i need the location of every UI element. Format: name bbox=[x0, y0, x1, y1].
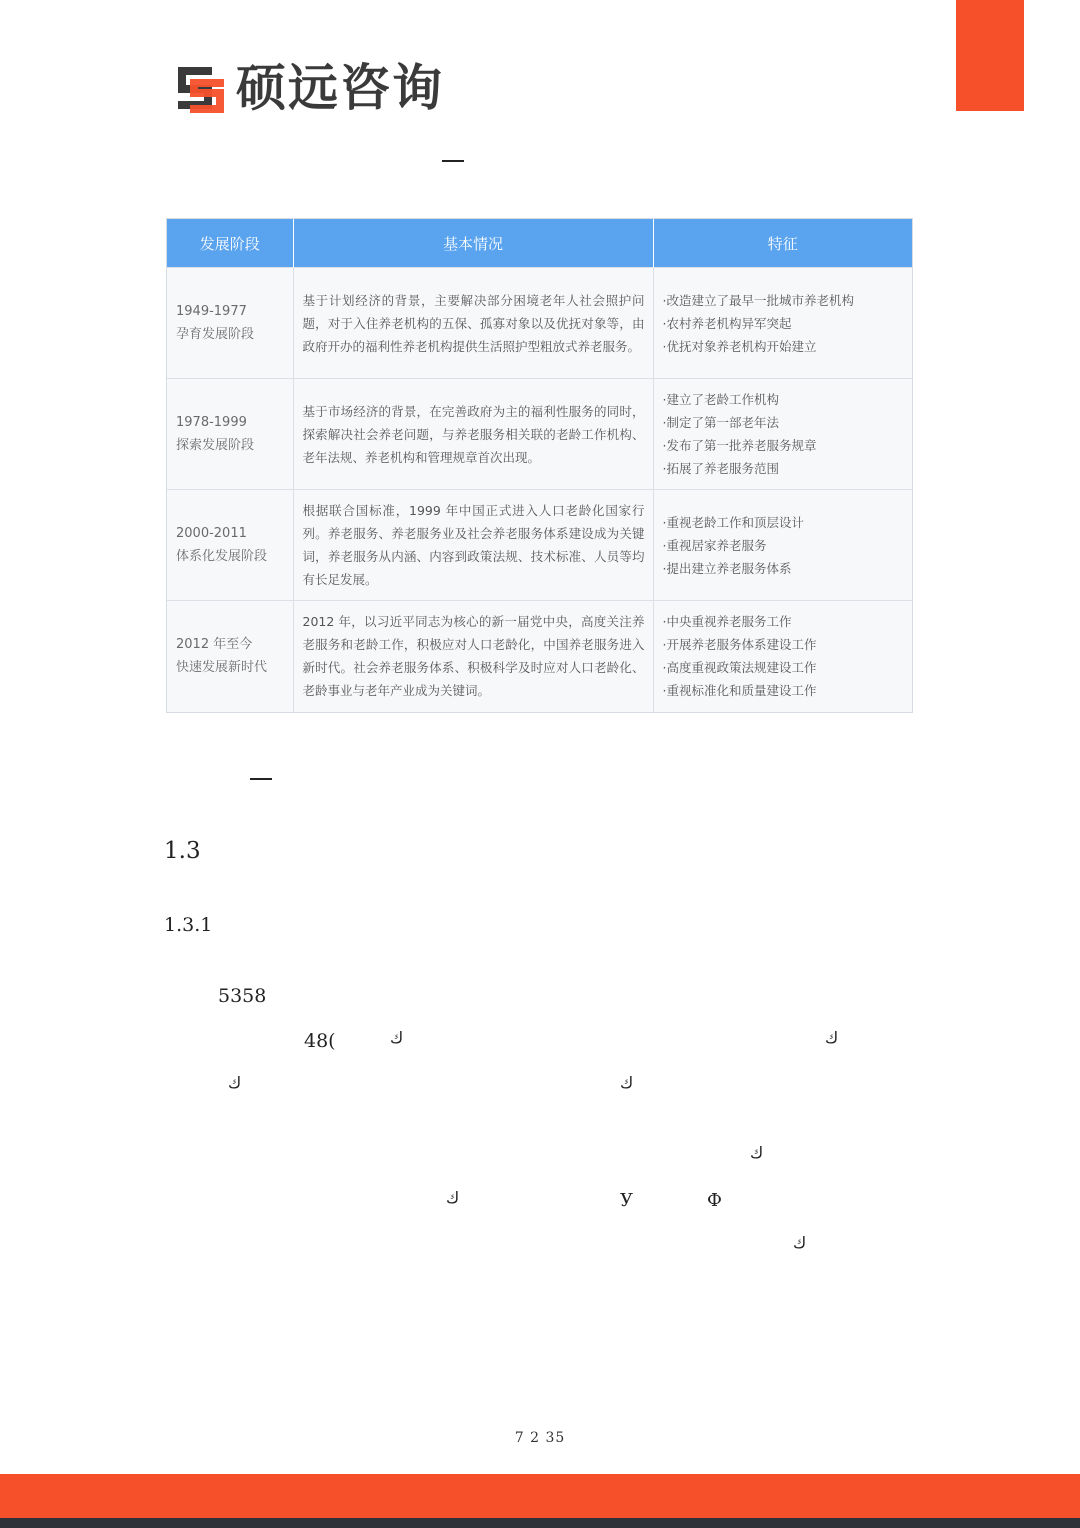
feature-item: ·高度重视政策法规建设工作 bbox=[662, 660, 817, 676]
footer-accent-bar bbox=[0, 1474, 1080, 1518]
body-glyph: ك bbox=[620, 1073, 634, 1092]
column-header-features: 特征 bbox=[653, 219, 912, 268]
body-glyph: У bbox=[620, 1190, 634, 1211]
section-subheading: 1.3.1 bbox=[164, 914, 213, 936]
column-header-stage: 发展阶段 bbox=[167, 219, 293, 268]
body-glyph: ك bbox=[390, 1028, 404, 1047]
features-cell bbox=[653, 268, 912, 379]
body-glyph: ك bbox=[793, 1233, 807, 1252]
divider-dash bbox=[442, 160, 464, 162]
stage-period: 1949-1977 bbox=[176, 304, 247, 319]
table-row bbox=[167, 268, 912, 379]
table-row bbox=[167, 379, 912, 490]
info-cell: 基于市场经济的背景，在完善政府为主的福利性服务的同时，探索解决社会养老问题，与养老服务相关联的老龄工作机构、老年法规、养老机构和管理规章首次出现。 bbox=[293, 379, 653, 490]
body-glyph: ك bbox=[750, 1143, 764, 1162]
table-row bbox=[167, 601, 912, 712]
body-number: 48( bbox=[304, 1030, 336, 1052]
divider-dash bbox=[250, 778, 272, 780]
body-glyph: ك bbox=[825, 1028, 839, 1047]
body-number: 5358 bbox=[218, 985, 267, 1007]
page-number: 7 2 35 bbox=[514, 1430, 566, 1446]
stage-cell bbox=[167, 268, 293, 379]
development-stages-table bbox=[166, 218, 913, 713]
feature-item: ·重视标准化和质量建设工作 bbox=[662, 683, 817, 699]
feature-item: ·发布了第一批养老服务规章 bbox=[662, 438, 817, 453]
stage-period: 1978-1999 bbox=[176, 415, 247, 430]
stage-name: 孕育发展阶段 bbox=[176, 327, 255, 342]
table-header-row bbox=[167, 219, 912, 268]
brand-name: 硕远咨询 bbox=[236, 59, 444, 117]
column-header-info: 基本情况 bbox=[293, 219, 653, 268]
stage-name: 体系化发展阶段 bbox=[176, 549, 268, 564]
features-cell bbox=[653, 490, 912, 601]
logo-icon bbox=[176, 63, 226, 113]
feature-item: ·中央重视养老服务工作 bbox=[662, 614, 792, 630]
feature-item: ·改造建立了最早一批城市养老机构 bbox=[662, 292, 854, 308]
stage-cell bbox=[167, 490, 293, 601]
stage-cell bbox=[167, 601, 293, 712]
body-glyph: Ф bbox=[707, 1190, 722, 1211]
section-heading: 1.3 bbox=[164, 838, 201, 864]
body-glyph: ك bbox=[228, 1073, 242, 1092]
stage-period: 2000-2011 bbox=[176, 526, 247, 541]
info-cell: 基于计划经济的背景，主要解决部分困境老年人社会照护问题，对于入住养老机构的五保、孤寡对象以及优抚对象等，由政府开办的福利性养老机构提供生活照护型粗放式养老服务。 bbox=[293, 268, 653, 379]
body-glyph: ك bbox=[446, 1188, 460, 1207]
stage-name: 探索发展阶段 bbox=[176, 438, 255, 453]
feature-item: ·重视老龄工作和顶层设计 bbox=[662, 514, 804, 530]
info-cell: 根据联合国标准，1999 年中国正式进入人口老龄化国家行列。养老服务、养老服务业及社会养老服务体系建设成为关键词，养老服务从内涵、内容到政策法规、技术标准、人员等均有长足发展。 bbox=[293, 490, 653, 601]
feature-item: ·农村养老机构异军突起 bbox=[662, 315, 792, 331]
features-cell bbox=[653, 379, 912, 490]
feature-item: ·优抚对象养老机构开始建立 bbox=[662, 338, 817, 354]
info-cell: 2012 年，以习近平同志为核心的新一届党中央，高度关注养老服务和老龄工作，积极应对人口老龄化，中国养老服务进入新时代。社会养老服务体系、积极科学及时应对人口老龄化、老龄事业与老年产业成为关键词。 bbox=[293, 601, 653, 712]
feature-item: ·制定了第一部老年法 bbox=[662, 415, 779, 430]
brand-logo bbox=[176, 60, 444, 116]
feature-item: ·提出建立养老服务体系 bbox=[662, 560, 792, 576]
feature-item: ·建立了老龄工作机构 bbox=[662, 392, 779, 407]
corner-accent-block bbox=[956, 0, 1024, 111]
stage-cell bbox=[167, 379, 293, 490]
stage-period: 2012 年至今 bbox=[176, 637, 253, 653]
features-cell bbox=[653, 601, 912, 712]
table-row bbox=[167, 490, 912, 601]
stage-name: 快速发展新时代 bbox=[176, 660, 268, 676]
footer-dark-strip bbox=[0, 1518, 1080, 1528]
feature-item: ·拓展了养老服务范围 bbox=[662, 461, 779, 476]
feature-item: ·开展养老服务体系建设工作 bbox=[662, 637, 817, 653]
feature-item: ·重视居家养老服务 bbox=[662, 537, 767, 553]
